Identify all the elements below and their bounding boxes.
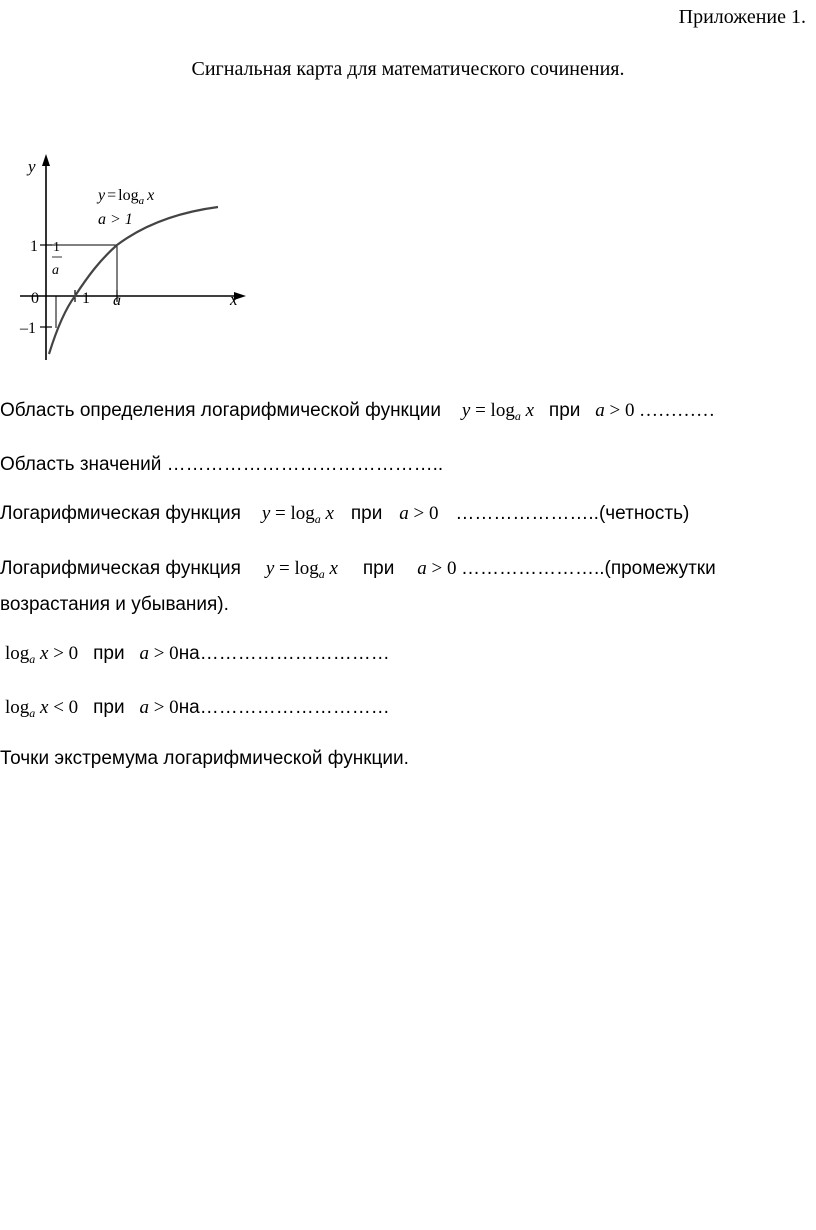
- monotonicity-line: [0, 558, 716, 580]
- domain-pri: при: [548, 400, 581, 421]
- x-axis-label: x: [230, 290, 238, 309]
- mono-tail: …………………..(промежутки: [460, 558, 716, 579]
- page-title: Сигнальная карта для математического сочинения.: [191, 58, 625, 80]
- appendix-label: Приложение 1.: [678, 6, 806, 28]
- mono-cont: возрастания и убывания).: [0, 594, 229, 615]
- domain-dots: …………: [638, 400, 715, 421]
- tick-label-one-over-a-den: a: [52, 263, 59, 278]
- pos-formula: $\log_a x > 0$: [5, 643, 79, 666]
- extremum-line: [0, 748, 409, 770]
- neg-condition: a > 0: [139, 697, 179, 718]
- graph-formula: $y = \log_a x$: [98, 187, 155, 207]
- log-graph: [0, 150, 260, 365]
- domain-condition: a > 0: [595, 400, 635, 421]
- tick-label-minus-one: –1: [20, 320, 36, 337]
- mono-formula: $y = \log_a x$: [265, 558, 338, 581]
- mono-condition: a > 0: [417, 558, 457, 579]
- mono-label: Логарифмическая функция: [0, 558, 241, 579]
- parity-formula: $y = \log_a x$: [261, 503, 334, 526]
- range-label: Область значений ……………………………………..: [0, 454, 444, 475]
- parity-tail: …………………..(четность): [455, 503, 690, 524]
- extremum-label: Точки экстремума логарифмической функции.: [0, 748, 409, 769]
- y-axis-arrow: [42, 154, 50, 166]
- pos-pri: при: [93, 643, 125, 664]
- neg-tail: на…………………………: [178, 697, 390, 718]
- domain-formula: $y = \log_a x$: [461, 400, 535, 423]
- tick-label-x-one: 1: [82, 290, 90, 307]
- parity-line: [0, 503, 689, 525]
- parity-label: Логарифмическая функция: [0, 503, 241, 524]
- mono-pri: при: [362, 558, 395, 579]
- positive-line: [5, 643, 390, 665]
- parity-condition: a > 0: [399, 503, 439, 524]
- pos-condition: a > 0: [139, 643, 179, 664]
- tick-label-x-a: a: [113, 292, 121, 309]
- range-line: [0, 454, 443, 476]
- log-curve: [49, 207, 218, 354]
- parity-pri: при: [350, 503, 383, 524]
- neg-formula: $\log_a x < 0$: [5, 697, 79, 720]
- tick-label-one-over-a-num: 1: [53, 240, 60, 255]
- graph-condition: a > 1: [98, 211, 133, 228]
- neg-pri: при: [93, 697, 125, 718]
- tick-label-y-one: 1: [30, 238, 38, 255]
- domain-line: [0, 400, 715, 422]
- y-axis-label: y: [28, 157, 36, 176]
- origin-label: 0: [31, 290, 39, 307]
- domain-label: Область определения логарифмической функции: [0, 400, 441, 421]
- monotonicity-continuation: [0, 594, 229, 616]
- negative-line: [5, 697, 390, 719]
- pos-tail: на…………………………: [178, 643, 390, 664]
